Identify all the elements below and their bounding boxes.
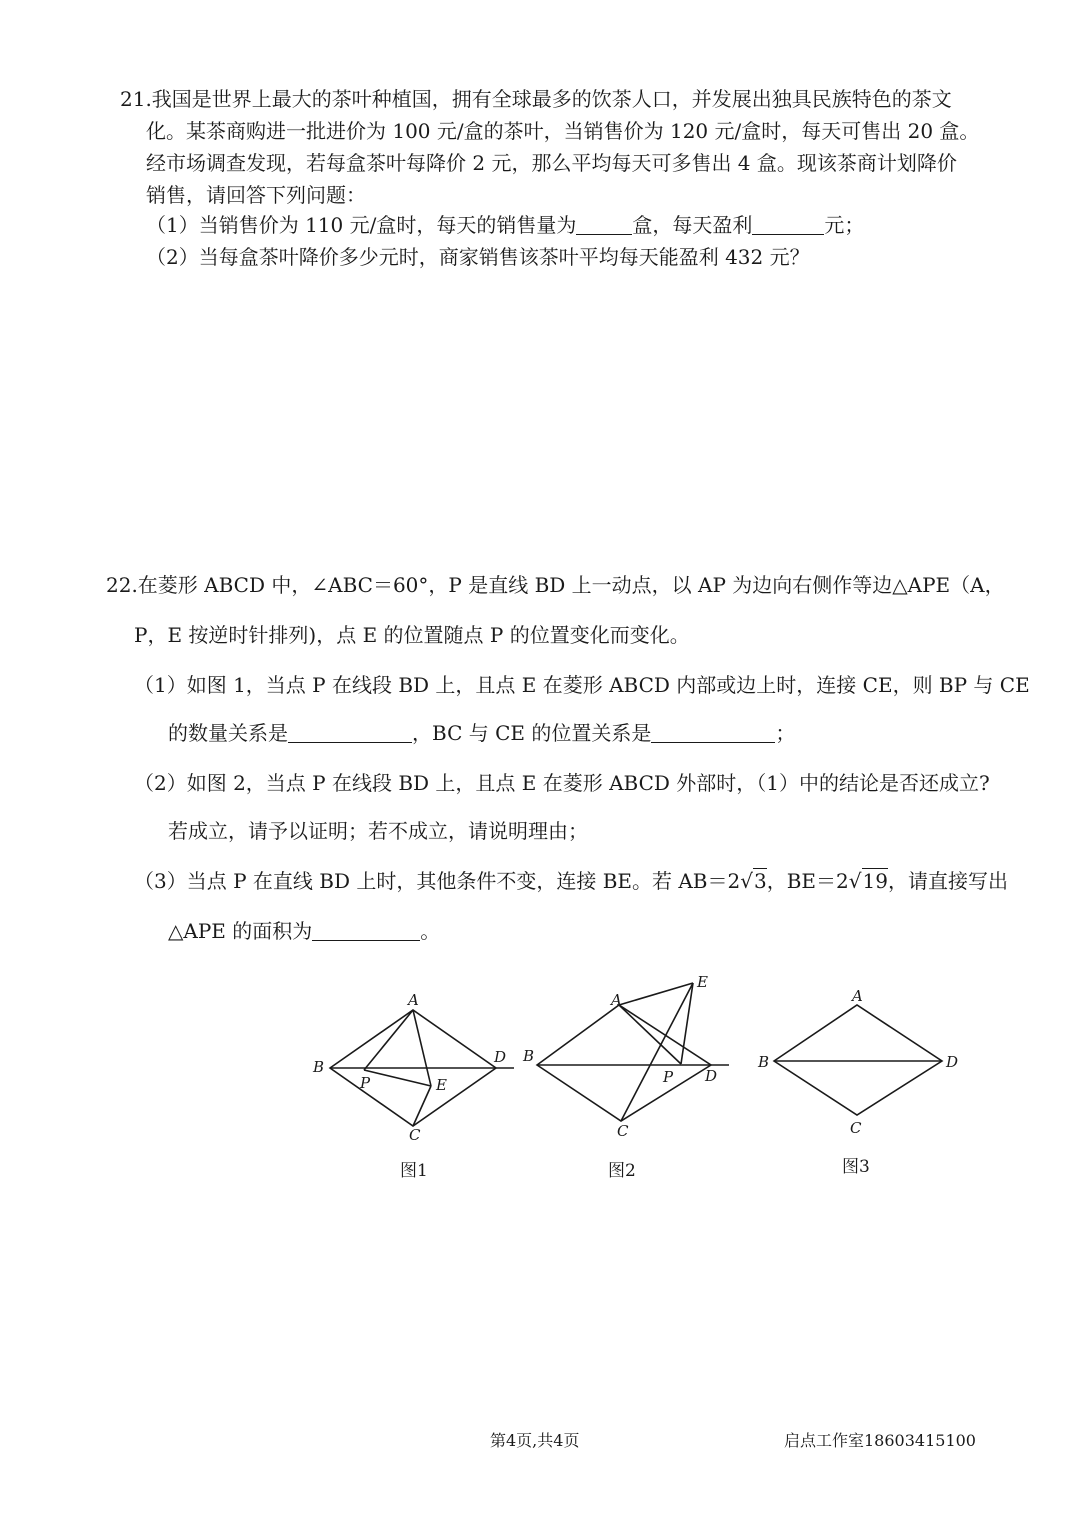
q22-part-1-line-2 bbox=[168, 720, 795, 746]
point-label-p: P bbox=[360, 1074, 371, 1092]
point-label-b: B bbox=[758, 1053, 770, 1071]
q22-part-1-line-1: （1）如图 1，当点 P 在线段 BD 上，且点 E 在菱形 ABCD 内部或边上时，连接 CE，则 BP 与 CE bbox=[134, 673, 1030, 697]
answer-blank[interactable] bbox=[312, 920, 420, 941]
figure-3 bbox=[750, 985, 970, 1145]
rhombus-abcd bbox=[537, 1005, 711, 1121]
answer-blank[interactable] bbox=[752, 214, 824, 235]
figure-3-caption: 图3 bbox=[842, 1157, 870, 1177]
point-label-d: D bbox=[946, 1053, 959, 1071]
point-label-b: B bbox=[313, 1058, 325, 1076]
q21-part-1-text-a: （1）当销售价为 110 元/盒时，每天的销售量为 bbox=[146, 213, 577, 237]
figure-1 bbox=[300, 990, 530, 1150]
q21-line-4: 销售，请回答下列问题： bbox=[146, 183, 366, 207]
q21-line-1: 21.我国是世界上最大的茶叶种植国，拥有全球最多的饮茶人口，并发展出独具民族特色的茶文 bbox=[120, 87, 952, 111]
q22-part-1-text-a: 的数量关系是 bbox=[168, 721, 288, 745]
answer-blank[interactable] bbox=[651, 722, 775, 743]
q22-part-2-line-2: 若成立，请予以证明；若不成立，请说明理由； bbox=[168, 819, 588, 843]
q21-part-1 bbox=[146, 212, 864, 238]
q22-part-1-text-c: ； bbox=[775, 721, 796, 745]
segment-pe bbox=[364, 1070, 431, 1086]
sqrt-symbol: √ bbox=[740, 869, 753, 893]
q22-part-3-text-d: △APE 的面积为 bbox=[168, 919, 313, 943]
q21-line-2: 化。某茶商购进一批进价为 100 元/盒的茶叶，当销售价为 120 元/盒时，每天可售出 20 盒。 bbox=[146, 119, 980, 143]
q22-part-3-text-a: （3）当点 P 在直线 BD 上时，其他条件不变，连接 BE。若 AB＝2 bbox=[134, 869, 741, 893]
point-label-a: A bbox=[408, 991, 419, 1009]
q22-part-3-text-c: ，请直接写出 bbox=[887, 869, 1008, 893]
point-label-c: C bbox=[617, 1122, 629, 1140]
point-label-c: C bbox=[850, 1119, 862, 1137]
segment-ae bbox=[619, 983, 693, 1005]
q22-part-3-line-1 bbox=[134, 868, 1008, 894]
q21-line-3: 经市场调查发现，若每盒茶叶每降价 2 元，那么平均每天可多售出 4 盒。现该茶商计划降价 bbox=[146, 151, 957, 175]
sqrt-radicand: 19 bbox=[862, 869, 888, 893]
rhombus-abcd bbox=[774, 1005, 942, 1115]
q22-part-3-text-e: 。 bbox=[420, 919, 441, 943]
q22-line-1: 22.在菱形 ABCD 中，∠ABC＝60°，P 是直线 BD 上一动点，以 AP 为边向右侧作等边△APE（A， bbox=[106, 573, 1005, 597]
point-label-d: D bbox=[494, 1048, 507, 1066]
sqrt-radicand: 3 bbox=[753, 869, 767, 893]
point-label-d: D bbox=[705, 1067, 718, 1085]
answer-blank[interactable] bbox=[576, 214, 632, 235]
point-label-e: E bbox=[436, 1076, 447, 1094]
point-label-a: A bbox=[611, 991, 622, 1009]
answer-blank[interactable] bbox=[288, 722, 412, 743]
figure-1-caption: 图1 bbox=[400, 1161, 428, 1181]
sqrt-symbol: √ bbox=[848, 869, 862, 893]
q21-part-1-text-c: 元； bbox=[824, 213, 865, 237]
point-label-b: B bbox=[523, 1047, 535, 1065]
q22-part-3-line-2 bbox=[168, 918, 440, 944]
q22-line-2: P，E 按逆时针排列)，点 E 的位置随点 P 的位置变化而变化。 bbox=[134, 623, 690, 647]
figure-2 bbox=[515, 965, 745, 1145]
point-label-a: A bbox=[852, 987, 863, 1005]
page-number: 第4页,共4页 bbox=[490, 1431, 580, 1450]
q21-part-2: （2）当每盒茶叶降价多少元时，商家销售该茶叶平均每天能盈利 432 元？ bbox=[146, 245, 810, 269]
q22-part-1-text-b: ，BC 与 CE 的位置关系是 bbox=[412, 721, 652, 745]
point-label-c: C bbox=[409, 1126, 421, 1144]
q21-part-1-text-b: 盒，每天盈利 bbox=[632, 213, 753, 237]
point-label-e: E bbox=[697, 973, 708, 991]
segment-ap bbox=[619, 1005, 681, 1064]
figure-2-caption: 图2 bbox=[608, 1161, 636, 1181]
q22-part-3-text-b: ，BE＝2 bbox=[766, 869, 849, 893]
point-label-p: P bbox=[663, 1068, 674, 1086]
studio-credit: 启点工作室18603415100 bbox=[784, 1431, 976, 1450]
q22-part-2-line-1: （2）如图 2，当点 P 在线段 BD 上，且点 E 在菱形 ABCD 外部时，（1）中的结论是否还成立? bbox=[134, 771, 990, 795]
